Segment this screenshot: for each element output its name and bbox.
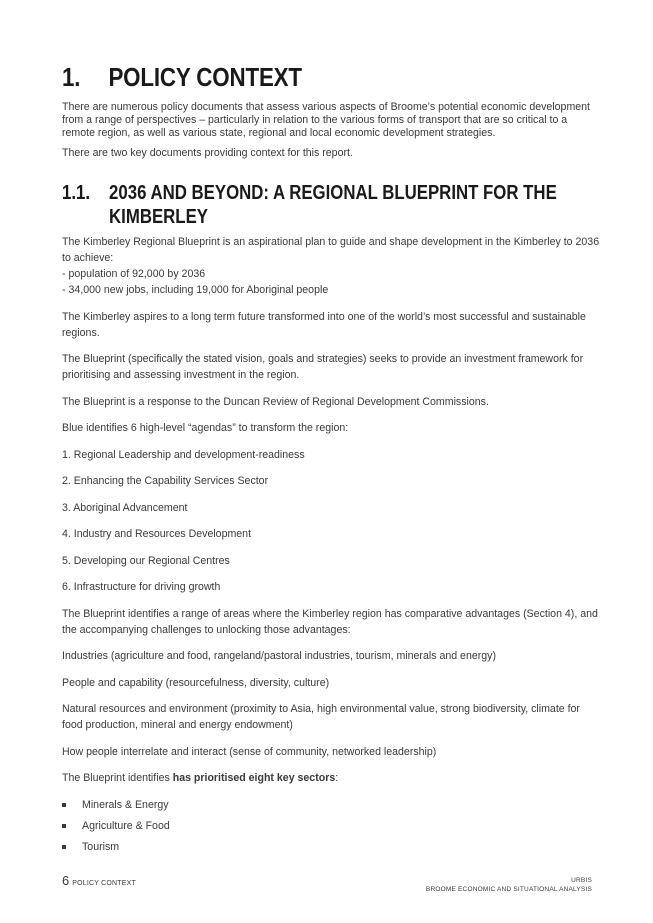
- sectors-intro-suffix: :: [335, 772, 339, 784]
- sector-label: Tourism: [82, 841, 120, 854]
- agenda-item: 2. Enhancing the Capability Services Sector: [62, 475, 269, 487]
- agenda-item: 3. Aboriginal Advancement: [62, 501, 188, 514]
- list-item: [62, 797, 602, 813]
- subsection-heading: [62, 181, 557, 229]
- bullet-icon: [62, 803, 66, 807]
- list-item: [62, 839, 602, 855]
- footer-section: POLICY CONTEXT: [72, 880, 136, 887]
- sector-label: Agriculture & Food: [82, 819, 170, 832]
- body-paragraph: The Blueprint identifies a range of areas where the Kimberley region has comparative advantages (Section 4), and the accompanying challenges to unlocking those advantages:: [62, 607, 598, 636]
- body-paragraph: The Kimberley aspires to a long term future transformed into one of the world’s most successful and sustainable regions.: [62, 310, 586, 339]
- body-paragraph: The Blueprint is a response to the Duncan Review of Regional Development Commissions.: [62, 395, 489, 408]
- sectors-intro-prefix: The Blueprint identifies: [62, 772, 173, 784]
- advantage-item: Industries (agriculture and food, rangeland/pastoral industries, tourism, minerals and energy): [62, 650, 496, 662]
- page-number: 6: [62, 873, 70, 888]
- body-paragraph: The Blueprint (specifically the stated vision, goals and strategies) seeks to provide an investment framework for prioritising and assessing investment in the region.: [62, 353, 584, 381]
- subsection-title: 2036 AND BEYOND: A REGIONAL BLUEPRINT FOR THE KIMBERLEY: [109, 182, 557, 228]
- agenda-item: 6. Infrastructure for driving growth: [62, 581, 221, 593]
- subsection-number: 1.1.: [62, 182, 91, 204]
- agenda-item: 4. Industry and Resources Development: [62, 528, 252, 540]
- blueprint-intro-line: The Kimberley Regional Blueprint is an aspirational plan to guide and shape development in the Kimberley to 2036 to achieve:: [62, 236, 600, 264]
- blueprint-intro: [62, 234, 602, 298]
- footer-right: [426, 876, 592, 894]
- sectors-list: [62, 797, 602, 856]
- section-number: 1.: [62, 62, 81, 92]
- blueprint-target-jobs: - 34,000 new jobs, including 19,000 for Aboriginal people: [62, 284, 329, 296]
- section-title: POLICY CONTEXT: [108, 62, 302, 92]
- intro-paragraph: There are two key documents providing context for this report.: [62, 147, 353, 159]
- sectors-intro-bold: has prioritised eight key sectors: [172, 772, 336, 784]
- blueprint-target-population: - population of 92,000 by 2036: [62, 268, 206, 280]
- sector-label: Minerals & Energy: [82, 798, 169, 811]
- subsection-body: [62, 234, 602, 860]
- agenda-item: 1. Regional Leadership and development-readiness: [62, 448, 305, 461]
- footer-left: [62, 872, 136, 890]
- sectors-intro: [62, 770, 602, 786]
- advantage-item: People and capability (resourcefulness, diversity, culture): [62, 676, 330, 689]
- intro-paragraph: There are numerous policy documents that assess various aspects of Broome’s potential economic development from a range of perspectives – particularly in relation to the various forms of transport that are so critical to a remote region, as well as various state, regional and local economic development strategies.: [62, 101, 591, 139]
- bullet-icon: [62, 845, 66, 849]
- footer-org: URBIS: [571, 877, 592, 884]
- advantage-item: How people interrelate and interact (sense of community, networked leadership): [62, 745, 437, 758]
- footer-doc-title: BROOME ECONOMIC AND SITUATIONAL ANALYSIS: [425, 886, 592, 893]
- advantage-item: Natural resources and environment (proximity to Asia, high environmental value, strong biodiversity, climate for food production, mineral and energy endowment): [62, 703, 580, 731]
- section-heading: [62, 62, 302, 93]
- body-paragraph: Blue identifies 6 high-level “agendas” to transform the region:: [62, 422, 349, 434]
- agenda-item: 5. Developing our Regional Centres: [62, 554, 230, 567]
- bullet-icon: [62, 824, 66, 828]
- list-item: [62, 818, 602, 834]
- intro-text: [62, 101, 594, 167]
